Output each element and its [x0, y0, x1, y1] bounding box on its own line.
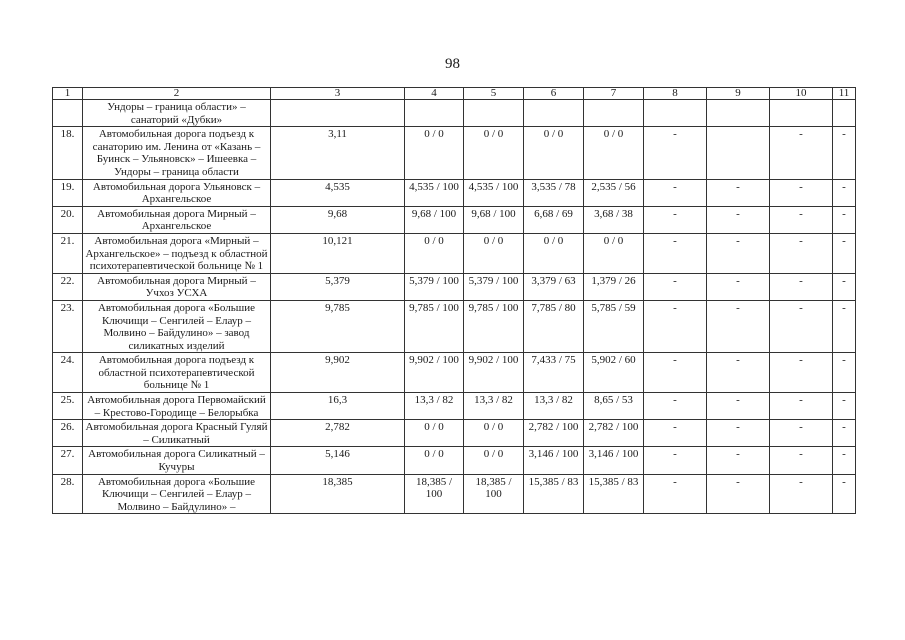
value-cell-9: -: [707, 206, 770, 233]
table-row: [53, 127, 856, 179]
value-cell-10: -: [770, 474, 833, 514]
value-cell-9: [707, 100, 770, 127]
header-cell: 11: [833, 88, 856, 100]
value-cell-5: 0 / 0: [464, 420, 524, 447]
row-number: 20.: [53, 206, 83, 233]
value-cell-5: 9,785 / 100: [464, 300, 524, 352]
table-row: [53, 393, 856, 420]
length-cell: 2,782: [271, 420, 405, 447]
value-cell-9: [707, 127, 770, 179]
header-cell: 2: [83, 88, 271, 100]
value-cell-6: 0 / 0: [524, 233, 584, 273]
value-cell-5: 9,902 / 100: [464, 353, 524, 393]
roads-table: [52, 87, 856, 514]
value-cell-5: 0 / 0: [464, 447, 524, 474]
value-cell-6: 13,3 / 82: [524, 393, 584, 420]
value-cell-5: 4,535 / 100: [464, 179, 524, 206]
value-cell-4: 0 / 0: [405, 420, 464, 447]
length-cell: 9,902: [271, 353, 405, 393]
road-name: Автомобильная дорога Первомайский – Крестово-Городище – Белорыбка: [83, 393, 271, 420]
row-number: 21.: [53, 233, 83, 273]
row-number: 22.: [53, 273, 83, 300]
row-number: 27.: [53, 447, 83, 474]
value-cell-5: 5,379 / 100: [464, 273, 524, 300]
table-row: [53, 273, 856, 300]
table-row: [53, 100, 856, 127]
road-name: Автомобильная дорога «Мирный – Архангельское» – подъезд к областной психотерапевтической больнице № 1: [83, 233, 271, 273]
length-cell: 10,121: [271, 233, 405, 273]
value-cell-7: 8,65 / 53: [584, 393, 644, 420]
value-cell-9: -: [707, 393, 770, 420]
value-cell-5: 18,385 / 100: [464, 474, 524, 514]
value-cell-4: 18,385 / 100: [405, 474, 464, 514]
length-cell: 18,385: [271, 474, 405, 514]
value-cell-7: 0 / 0: [584, 233, 644, 273]
value-cell-9: -: [707, 353, 770, 393]
row-number: 18.: [53, 127, 83, 179]
value-cell-7: [584, 100, 644, 127]
value-cell-8: -: [644, 474, 707, 514]
table-header-row: [53, 88, 856, 100]
value-cell-5: 0 / 0: [464, 233, 524, 273]
value-cell-9: -: [707, 474, 770, 514]
value-cell-7: 2,782 / 100: [584, 420, 644, 447]
value-cell-11: -: [833, 233, 856, 273]
table-row: [53, 447, 856, 474]
value-cell-8: -: [644, 420, 707, 447]
road-name: Автомобильная дорога «Большие Ключищи – Сенгилей – Елаур – Молвино – Байдулино» – завод силикатных изделий: [83, 300, 271, 352]
row-number: 24.: [53, 353, 83, 393]
value-cell-9: -: [707, 233, 770, 273]
value-cell-7: 5,785 / 59: [584, 300, 644, 352]
road-name: Автомобильная дорога Мирный – Учхоз УСХА: [83, 273, 271, 300]
length-cell: 5,379: [271, 273, 405, 300]
table-row: [53, 233, 856, 273]
length-cell: 9,68: [271, 206, 405, 233]
value-cell-11: -: [833, 393, 856, 420]
value-cell-6: 2,782 / 100: [524, 420, 584, 447]
value-cell-8: -: [644, 273, 707, 300]
value-cell-6: 0 / 0: [524, 127, 584, 179]
value-cell-10: -: [770, 300, 833, 352]
value-cell-4: 9,68 / 100: [405, 206, 464, 233]
value-cell-8: -: [644, 206, 707, 233]
value-cell-11: -: [833, 179, 856, 206]
length-cell: 16,3: [271, 393, 405, 420]
table-row: [53, 300, 856, 352]
value-cell-6: 3,535 / 78: [524, 179, 584, 206]
header-cell: 4: [405, 88, 464, 100]
value-cell-8: -: [644, 393, 707, 420]
value-cell-4: 5,379 / 100: [405, 273, 464, 300]
value-cell-5: 9,68 / 100: [464, 206, 524, 233]
value-cell-8: -: [644, 233, 707, 273]
row-number: 19.: [53, 179, 83, 206]
table-row: [53, 474, 856, 514]
value-cell-10: [770, 100, 833, 127]
value-cell-10: -: [770, 179, 833, 206]
value-cell-9: -: [707, 273, 770, 300]
value-cell-8: -: [644, 353, 707, 393]
length-cell: 4,535: [271, 179, 405, 206]
value-cell-4: 0 / 0: [405, 127, 464, 179]
value-cell-9: -: [707, 420, 770, 447]
header-cell: 8: [644, 88, 707, 100]
table-row: [53, 420, 856, 447]
value-cell-11: -: [833, 474, 856, 514]
road-name: Ундоры – граница области» – санаторий «Дубки»: [83, 100, 271, 127]
length-cell: 9,785: [271, 300, 405, 352]
value-cell-7: 3,146 / 100: [584, 447, 644, 474]
value-cell-7: 3,68 / 38: [584, 206, 644, 233]
value-cell-4: 0 / 0: [405, 233, 464, 273]
value-cell-4: 4,535 / 100: [405, 179, 464, 206]
value-cell-11: [833, 100, 856, 127]
header-cell: 3: [271, 88, 405, 100]
value-cell-6: [524, 100, 584, 127]
road-name: Автомобильная дорога Красный Гуляй – Силикатный: [83, 420, 271, 447]
value-cell-9: -: [707, 300, 770, 352]
value-cell-7: 15,385 / 83: [584, 474, 644, 514]
value-cell-10: -: [770, 420, 833, 447]
value-cell-7: 1,379 / 26: [584, 273, 644, 300]
header-cell: 7: [584, 88, 644, 100]
value-cell-4: [405, 100, 464, 127]
road-name: Автомобильная дорога подъезд к санаторию им. Ленина от «Казань – Буинск – Ульяновск» – Ишеевка – Ундоры – граница области: [83, 127, 271, 179]
value-cell-10: -: [770, 206, 833, 233]
value-cell-4: 0 / 0: [405, 447, 464, 474]
table-row: [53, 206, 856, 233]
value-cell-6: 6,68 / 69: [524, 206, 584, 233]
value-cell-10: -: [770, 447, 833, 474]
value-cell-11: -: [833, 353, 856, 393]
value-cell-5: [464, 100, 524, 127]
value-cell-8: -: [644, 447, 707, 474]
value-cell-6: 3,379 / 63: [524, 273, 584, 300]
value-cell-5: 0 / 0: [464, 127, 524, 179]
length-cell: 3,11: [271, 127, 405, 179]
road-name: Автомобильная дорога «Большие Ключищи – Сенгилей – Елаур – Молвино – Байдулино» –: [83, 474, 271, 514]
table-row: [53, 179, 856, 206]
value-cell-4: 9,785 / 100: [405, 300, 464, 352]
value-cell-10: -: [770, 233, 833, 273]
value-cell-11: -: [833, 300, 856, 352]
row-number: 25.: [53, 393, 83, 420]
header-cell: 9: [707, 88, 770, 100]
length-cell: 5,146: [271, 447, 405, 474]
header-cell: 10: [770, 88, 833, 100]
value-cell-6: 15,385 / 83: [524, 474, 584, 514]
value-cell-10: -: [770, 127, 833, 179]
header-cell: 6: [524, 88, 584, 100]
value-cell-4: 9,902 / 100: [405, 353, 464, 393]
value-cell-11: -: [833, 127, 856, 179]
value-cell-7: 0 / 0: [584, 127, 644, 179]
row-number: 28.: [53, 474, 83, 514]
value-cell-9: -: [707, 447, 770, 474]
value-cell-11: -: [833, 206, 856, 233]
value-cell-4: 13,3 / 82: [405, 393, 464, 420]
value-cell-6: 3,146 / 100: [524, 447, 584, 474]
value-cell-7: 2,535 / 56: [584, 179, 644, 206]
road-name: Автомобильная дорога Мирный – Архангельское: [83, 206, 271, 233]
value-cell-11: -: [833, 447, 856, 474]
value-cell-10: -: [770, 353, 833, 393]
page-number: 98: [445, 56, 460, 72]
value-cell-10: -: [770, 393, 833, 420]
value-cell-8: -: [644, 179, 707, 206]
value-cell-8: [644, 100, 707, 127]
road-name: Автомобильная дорога подъезд к областной психотерапевтической больнице № 1: [83, 353, 271, 393]
value-cell-11: -: [833, 420, 856, 447]
row-number: 26.: [53, 420, 83, 447]
table-row: [53, 353, 856, 393]
value-cell-11: -: [833, 273, 856, 300]
value-cell-10: -: [770, 273, 833, 300]
road-name: Автомобильная дорога Ульяновск – Архангельское: [83, 179, 271, 206]
value-cell-5: 13,3 / 82: [464, 393, 524, 420]
value-cell-9: -: [707, 179, 770, 206]
length-cell: [271, 100, 405, 127]
header-cell: 5: [464, 88, 524, 100]
row-number: [53, 100, 83, 127]
road-name: Автомобильная дорога Силикатный – Кучуры: [83, 447, 271, 474]
value-cell-6: 7,433 / 75: [524, 353, 584, 393]
row-number: 23.: [53, 300, 83, 352]
header-cell: 1: [53, 88, 83, 100]
value-cell-8: -: [644, 300, 707, 352]
value-cell-6: 7,785 / 80: [524, 300, 584, 352]
value-cell-7: 5,902 / 60: [584, 353, 644, 393]
value-cell-8: -: [644, 127, 707, 179]
